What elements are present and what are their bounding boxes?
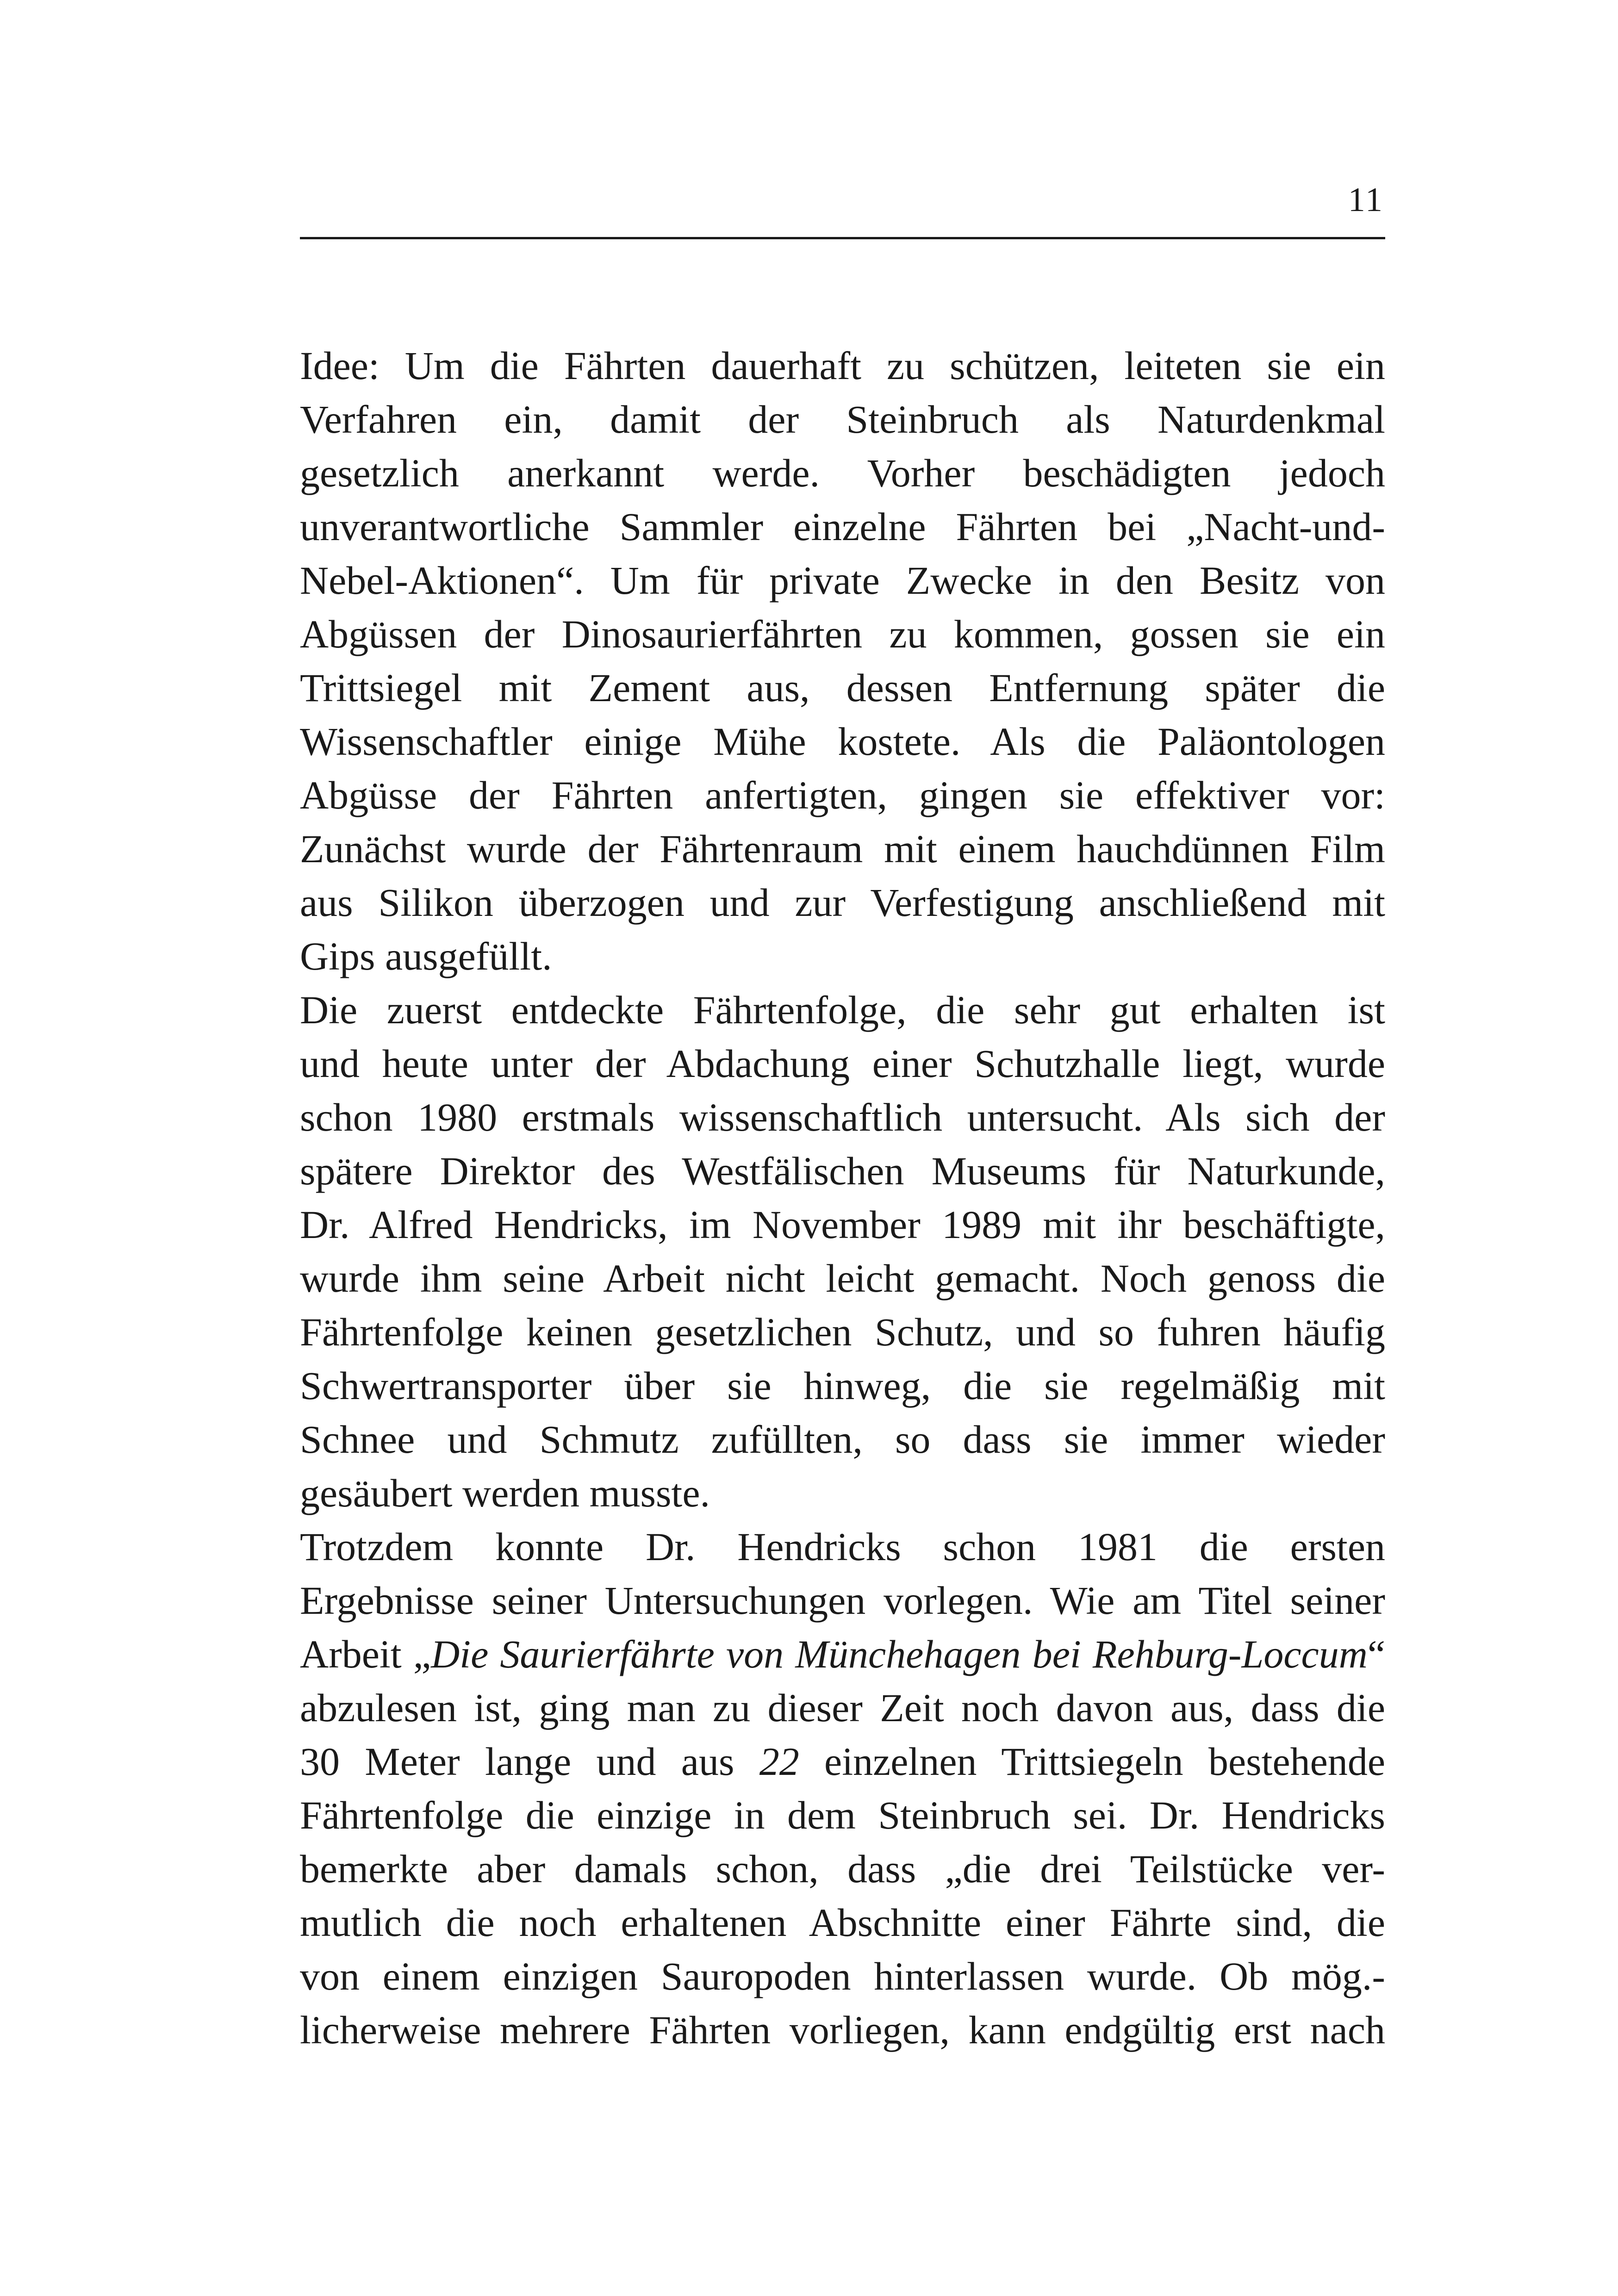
text-line: Schwertransporter über sie hinweg, die sie regelmäßig mit (300, 1363, 1385, 1408)
text-line: bemerkte aber damals schon, dass „die drei Teilstücke ver- (300, 1847, 1385, 1891)
text-line: Ergebnisse seiner Untersuchungen vorlegen. Wie am Titel seiner (300, 1578, 1385, 1623)
text-line: Gips ausgefüllt. (300, 934, 552, 978)
number-prefix: 30 Meter lange und aus (300, 1739, 759, 1784)
text-line: Fährtenfolge die einzige in dem Steinbruch sei. Dr. Hendricks (300, 1793, 1385, 1837)
text-line: abzulesen ist, ging man zu dieser Zeit noch davon aus, dass die (300, 1686, 1385, 1730)
text-line: Fährtenfolge keinen gesetzlichen Schutz, und so fuhren häufig (300, 1310, 1385, 1354)
text-line: von einem einzigen Sauropoden hinterlassen wurde. Ob mög.- (300, 1954, 1385, 1998)
text-line-with-number (300, 1735, 1385, 1788)
text-line: Zunächst wurde der Fährtenraum mit einem hauchdünnen Film (300, 827, 1385, 871)
text-line: wurde ihm seine Arbeit nicht leicht gemacht. Noch genoss die (300, 1256, 1385, 1300)
text-line: Nebel-Aktionen“. Um für private Zwecke in den Besitz von (300, 558, 1385, 603)
text-line: Dr. Alfred Hendricks, im November 1989 mit ihr beschäftigte, (300, 1202, 1385, 1247)
number-suffix: einzelnen Trittsiegeln bestehende (799, 1739, 1386, 1784)
work-title: Die Saurierfährte von Münchehagen bei Rehburg-Loccum (431, 1632, 1368, 1676)
text-line: gesäubert werden musste. (300, 1471, 710, 1515)
text-line: gesetzlich anerkannt werde. Vorher beschädigten jedoch (300, 451, 1385, 495)
text-line: licherweise mehrere Fährten vorliegen, kann endgültig erst nach (300, 2008, 1385, 2052)
text-line: Trotzdem konnte Dr. Hendricks schon 1981 die ersten (300, 1524, 1385, 1569)
header-rule (300, 237, 1385, 239)
text-line: Die zuerst entdeckte Fährtenfolge, die sehr gut erhalten ist (300, 988, 1385, 1032)
body-text (300, 339, 1385, 2057)
text-line: spätere Direktor des Westfälischen Museums für Naturkunde, (300, 1149, 1385, 1193)
text-line: mutlich die noch erhaltenen Abschnitte einer Fährte sind, die (300, 1900, 1385, 1945)
page-number: 11 (1348, 181, 1384, 219)
text-line: Idee: Um die Fährten dauerhaft zu schützen, leiteten sie ein (300, 343, 1385, 388)
text-line: Wissenschaftler einige Mühe kostete. Als die Paläontologen (300, 719, 1385, 764)
text-line: und heute unter der Abdachung einer Schutzhalle liegt, wurde (300, 1041, 1385, 1086)
text-line: Trittsiegel mit Zement aus, dessen Entfernung später die (300, 666, 1385, 710)
text-line: Verfahren ein, damit der Steinbruch als Naturdenkmal (300, 397, 1385, 442)
text-line: Abgüsse der Fährten anfertigten, gingen sie effektiver vor: (300, 773, 1385, 817)
text-line: Schnee und Schmutz zufüllten, so dass sie immer wieder (300, 1417, 1385, 1462)
text-line: aus Silikon überzogen und zur Verfestigung anschließend mit (300, 880, 1385, 925)
text-line-with-title (300, 1627, 1385, 1681)
italic-number: 22 (759, 1739, 799, 1784)
text-line: schon 1980 erstmals wissenschaftlich untersucht. Als sich der (300, 1095, 1385, 1139)
title-prefix: Arbeit „ (300, 1632, 431, 1676)
text-line: Abgüssen der Dinosaurierfährten zu kommen, gossen sie ein (300, 612, 1385, 656)
title-suffix: “ (1367, 1632, 1385, 1676)
text-line: unverantwortliche Sammler einzelne Fährten bei „Nacht-und- (300, 504, 1385, 549)
